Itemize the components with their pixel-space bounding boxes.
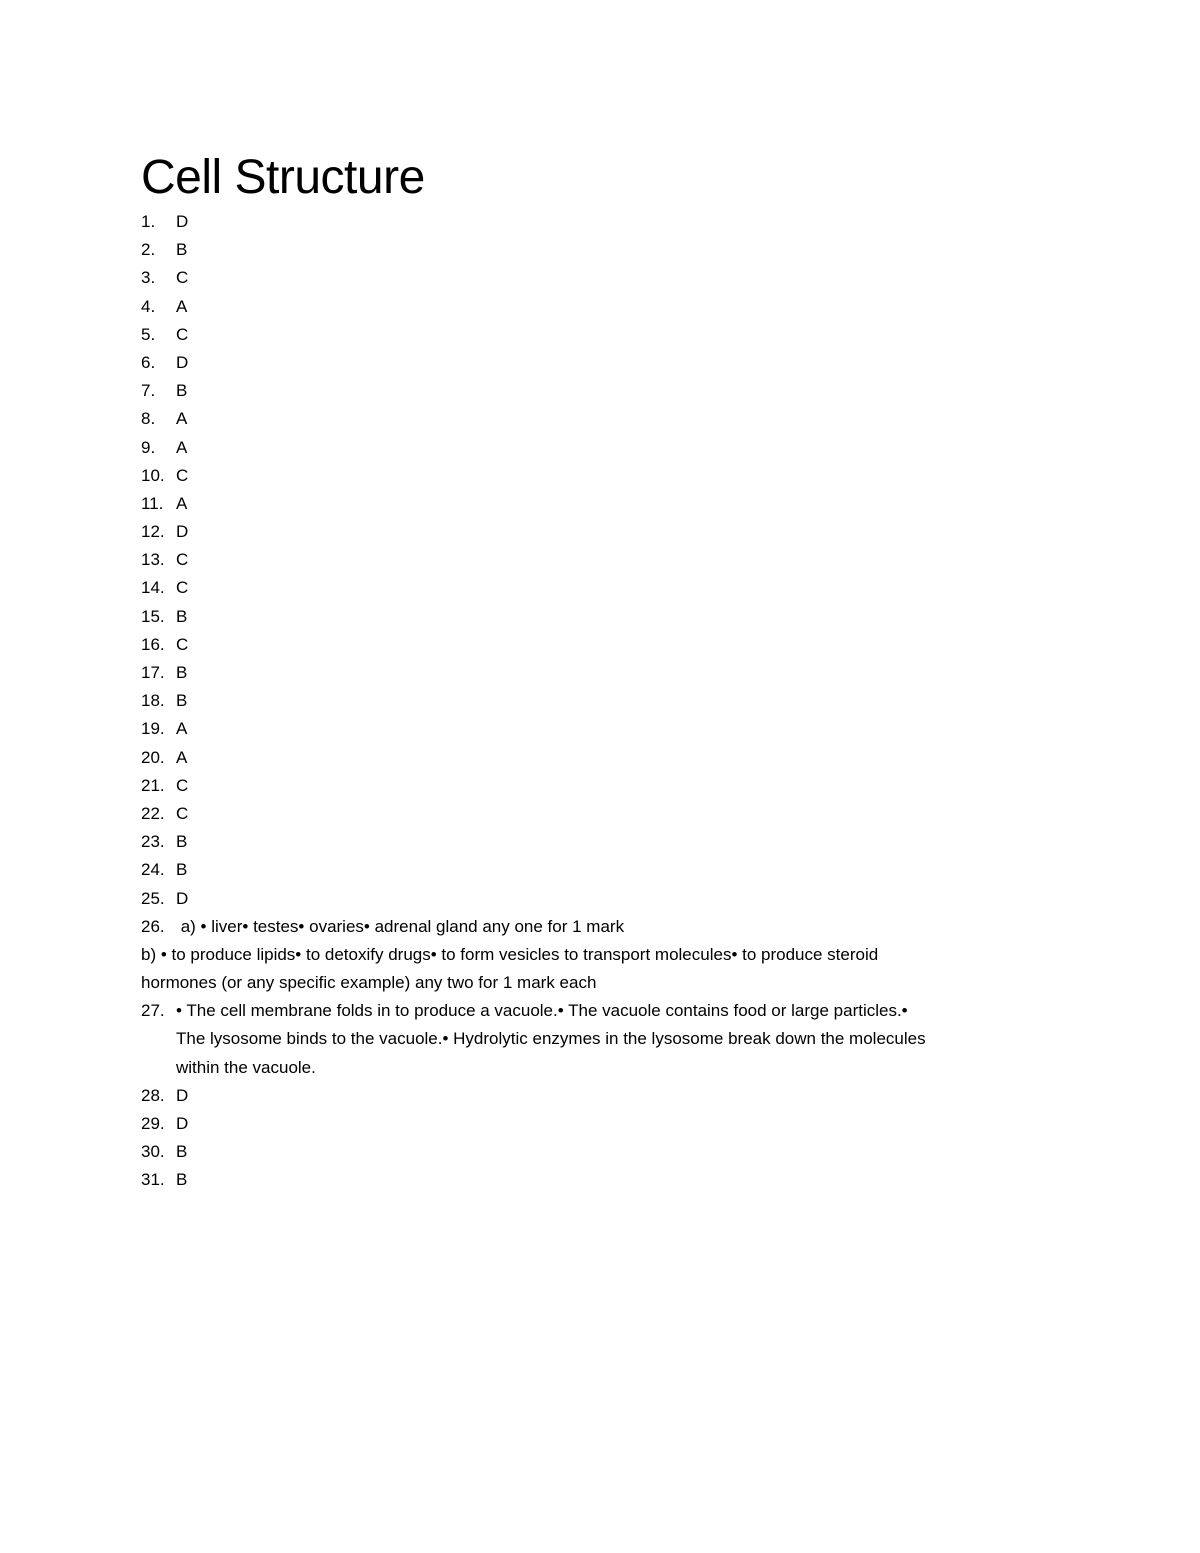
- list-item: [141, 293, 1071, 321]
- answer-letter: B: [176, 381, 188, 401]
- list-item: [141, 856, 1071, 884]
- list-item: [141, 800, 1071, 828]
- question-number: 28.: [141, 1085, 165, 1105]
- list-item: [141, 377, 1071, 405]
- list-item: [141, 518, 1071, 546]
- list-item: [141, 715, 1071, 743]
- question-number: 20.: [141, 747, 165, 767]
- list-item: [141, 772, 1071, 800]
- question-number: 24.: [141, 860, 165, 880]
- question-number: 12.: [141, 522, 165, 542]
- list-item: [141, 744, 1071, 772]
- answer-letter: D: [176, 1114, 189, 1133]
- question-number: 8.: [141, 409, 156, 429]
- answer-letter: D: [176, 888, 189, 908]
- list-item-q26: [141, 913, 1071, 998]
- list-item: [141, 321, 1071, 349]
- answer-letter: A: [176, 719, 188, 739]
- answer-letter: B: [176, 663, 188, 682]
- question-number: 7.: [141, 381, 156, 401]
- list-item: [141, 546, 1071, 574]
- list-item: [141, 631, 1071, 659]
- question-number: 6.: [141, 352, 156, 372]
- question-number: 9.: [141, 437, 156, 457]
- answer-letter: D: [176, 212, 189, 231]
- answer-list: [141, 208, 1071, 1195]
- answer-letter: A: [176, 747, 188, 767]
- answer-letter: B: [176, 240, 188, 260]
- answer-letter: B: [176, 1170, 188, 1190]
- answer-letter: D: [176, 352, 189, 372]
- question-number: 1.: [141, 212, 156, 231]
- answer-letter: A: [176, 296, 188, 316]
- list-item: [141, 208, 1071, 236]
- question-number: 3.: [141, 268, 156, 288]
- list-item: [141, 434, 1071, 462]
- list-item: [141, 603, 1071, 631]
- question-number: 30.: [141, 1142, 165, 1162]
- answer-letter: A: [176, 493, 188, 513]
- answer-letter: D: [176, 1085, 189, 1105]
- list-item: [141, 659, 1071, 687]
- answer-letter: C: [176, 803, 189, 823]
- answer-letter: C: [176, 465, 189, 485]
- question-number: 19.: [141, 719, 165, 739]
- answer-letter: C: [176, 634, 189, 654]
- question-number: 18.: [141, 691, 165, 711]
- list-item: [141, 1082, 1071, 1110]
- answer-letter: C: [176, 268, 189, 288]
- answer-letter: B: [176, 832, 188, 852]
- list-item-q27: [141, 997, 1071, 1082]
- question-number: 22.: [141, 803, 165, 823]
- list-item: [141, 1110, 1071, 1138]
- question-number: 17.: [141, 663, 165, 682]
- question-number: 11.: [141, 493, 164, 513]
- list-item: [141, 405, 1071, 433]
- answer-letter: A: [176, 409, 188, 429]
- answer-letter: B: [176, 606, 188, 626]
- question-number: 26.: [141, 916, 165, 936]
- page-title: Cell Structure: [141, 151, 425, 204]
- answer-letter: C: [176, 578, 189, 598]
- list-item: [141, 574, 1071, 602]
- answer-letter: B: [176, 860, 188, 880]
- question-number: 5.: [141, 324, 156, 344]
- q26-part-b-line2: hormones (or any specific example) any two for 1 mark each: [141, 973, 597, 993]
- question-number: 4.: [141, 296, 156, 316]
- list-item: [141, 885, 1071, 913]
- list-item: [141, 828, 1071, 856]
- question-number: 31.: [141, 1170, 165, 1190]
- question-number: 16.: [141, 634, 165, 654]
- answer-letter: C: [176, 324, 189, 344]
- list-item: [141, 264, 1071, 292]
- q27-line2: The lysosome binds to the vacuole.• Hydrolytic enzymes in the lysosome break down the molecules: [176, 1029, 926, 1049]
- answer-letter: A: [176, 437, 188, 457]
- answer-letter: B: [176, 1142, 188, 1162]
- answer-letter: D: [176, 522, 189, 542]
- list-item: [141, 1138, 1071, 1166]
- question-number: 29.: [141, 1114, 165, 1133]
- list-item: [141, 349, 1071, 377]
- list-item: [141, 462, 1071, 490]
- question-number: 15.: [141, 606, 165, 626]
- answer-letter: B: [176, 691, 188, 711]
- question-number: 21.: [141, 775, 165, 795]
- list-item: [141, 1166, 1071, 1194]
- question-number: 27.: [141, 1001, 165, 1021]
- q26-part-a: a) • liver• testes• ovaries• adrenal gland any one for 1 mark: [176, 916, 625, 936]
- list-item: [141, 687, 1071, 715]
- list-item: [141, 490, 1071, 518]
- list-item: [141, 236, 1071, 264]
- answer-letter: C: [176, 775, 189, 795]
- q26-part-b-line1: b) • to produce lipids• to detoxify drugs• to form vesicles to transport molecules• to produce steroid: [141, 944, 879, 964]
- q27-line3: within the vacuole.: [176, 1057, 316, 1077]
- question-number: 14.: [141, 578, 165, 598]
- question-number: 2.: [141, 240, 156, 260]
- question-number: 13.: [141, 550, 165, 570]
- question-number: 23.: [141, 832, 165, 852]
- answer-letter: C: [176, 550, 189, 570]
- question-number: 10.: [141, 465, 165, 485]
- q27-line1: • The cell membrane folds in to produce a vacuole.• The vacuole contains food or large particles.•: [176, 1001, 908, 1021]
- question-number: 25.: [141, 888, 165, 908]
